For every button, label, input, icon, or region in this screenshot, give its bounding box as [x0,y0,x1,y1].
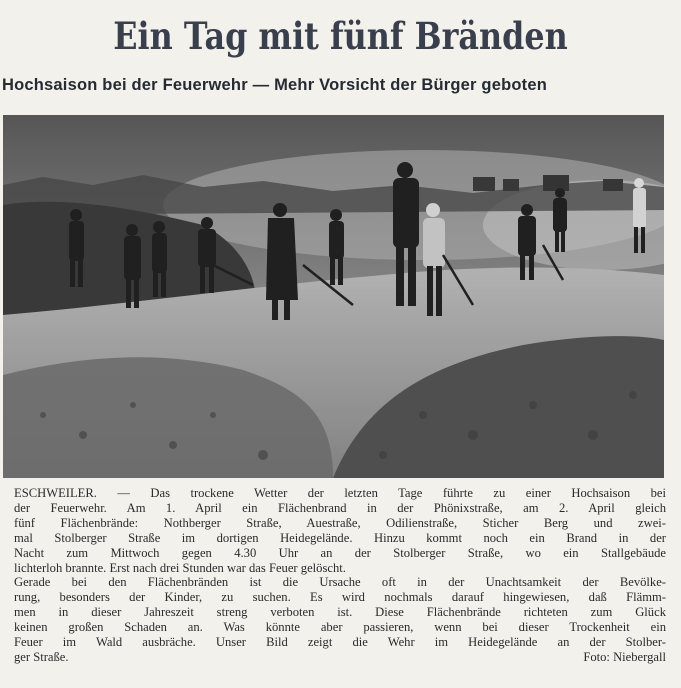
subheadline: Hochsaison bei der Feuerwehr — Mehr Vorsicht der Bürger geboten [2,76,547,94]
body-line: fünf Flächenbrände: Nothberger Straße, Auestraße, Odilienstraße, Sticher Berg und zwei- [14,515,666,530]
body-line: der Feuerwehr. Am 1. April ein Flächenbrand in der Phönixstraße, am 2. April gleich [14,500,666,515]
body-line: lichterloh brannte. Erst nach drei Stunden war das Feuer gelöscht. [14,560,346,575]
headline: Ein Tag mit fünf Bränden [113,14,568,58]
body-line: keinen großen Schaden an. Was könnte aber passieren, wenn bei dieser Trockenheit ein [14,620,666,635]
body-line: ESCHWEILER. — Das trockene Wetter der letzten Tage führte zu einer Hochsaison bei [14,486,666,500]
news-photo-firefighters-heathland [3,115,664,478]
body-line: Feuer im Wald ausbräche. Unser Bild zeigt die Wehr im Heidegelände an der Stolber- [14,635,666,650]
closing-line [14,650,666,665]
article-body [14,486,666,665]
final-body-line: ger Straße. [14,649,69,664]
body-line: men in dieser Jahreszeit streng verboten ist. Diese Flächenbrände richteten zum Glück [14,605,666,620]
body-line: Nacht zum Mittwoch gegen 4.30 Uhr an der Stolberger Straße, wo ein Stallgebäude [14,545,666,560]
body-line: Gerade bei den Flächenbränden ist die Ursache oft in der Unachtsamkeit der Bevölke- [14,575,666,590]
body-line: mal Stolberger Straße im dortigen Heidegelände. Hinzu kommt noch ein Brand in der [14,530,666,545]
photo-credit: Foto: Niebergall [583,649,666,664]
body-line: rung, besonders der Kinder, zu suchen. Es wird nochmals darauf hingewiesen, daß Flämm- [14,590,666,605]
